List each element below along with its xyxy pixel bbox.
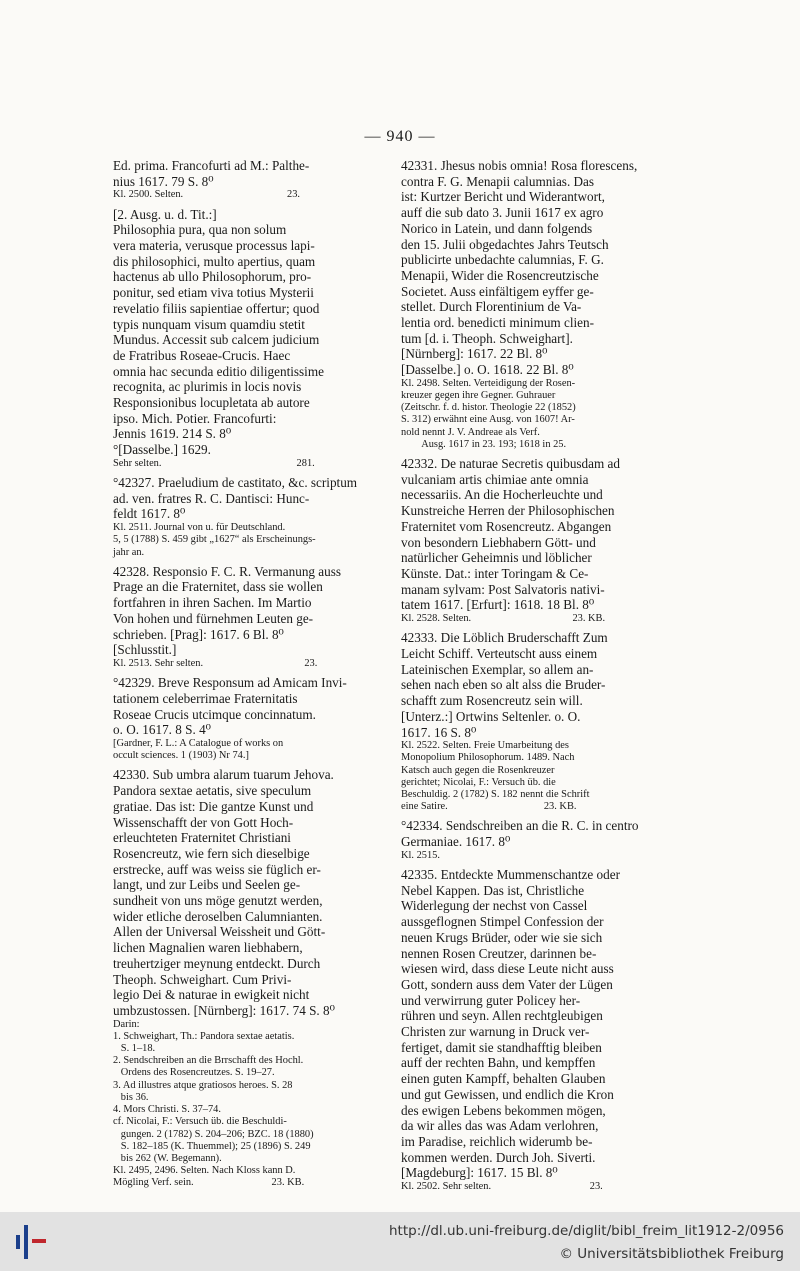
entry-note-line: 2. Sendschreiben an die Brrschafft des Hochl. xyxy=(113,1055,304,1067)
entry-text-line: °[Dasselbe.] 1629. xyxy=(113,442,211,458)
entry-text-line: Norico in Latein, und dann folgends xyxy=(401,220,593,236)
entry-text-line: de Fratribus Roseae-Crucis. Haec xyxy=(113,347,291,363)
entry-note-line: Ausg. 1617 in 23. 193; 1618 in 25. xyxy=(401,438,567,450)
entry-text-line: Prage an die Fraternitet, dass sie wollen xyxy=(113,579,323,595)
entry-text-line: 42335. Entdeckte Mummenschantze oder xyxy=(401,867,620,883)
entry-text-line: neuen Krugs Brüder, oder wie sie sich xyxy=(401,929,603,945)
catalog-entry xyxy=(113,158,391,202)
entry-text-line: wiesen wird, dass diese Leute nicht auss xyxy=(401,961,614,977)
entry-text-line: erstrecke, auff was weiss sie füglich er- xyxy=(113,861,321,877)
entry-text-line: typis nunquam visum quamdiu stetit xyxy=(113,316,305,332)
entry-note-line: Kl. 2511. Journal von u. für Deutschland. xyxy=(113,522,286,534)
entry-note-line: S. 312) erwähnt eine Ausg. von 1607! Ar- xyxy=(401,414,575,426)
entry-text-line: 42330. Sub umbra alarum tuarum Jehova. xyxy=(113,767,334,783)
entry-note-line: bis 262 (W. Begemann). xyxy=(113,1152,222,1164)
entry-text-line: necessariis. An die Hocherleuchte und xyxy=(401,487,603,503)
entry-text-line: da wir alles das was Adam verlohren, xyxy=(401,1118,599,1134)
entry-note-line: Kl. 2498. Selten. Verteidigung der Rosen- xyxy=(401,377,576,389)
entry-text-line: hactenus ab ullo Philosophorum, pro- xyxy=(113,269,312,285)
entry-text-line: Pandora sextae aetatis, sive speculum xyxy=(113,783,312,799)
entry-note-line: bis 36. xyxy=(113,1091,149,1103)
entry-text-line: legio Dei & naturae in ewigkeit nicht xyxy=(113,987,310,1003)
entry-text-line: Ed. prima. Francofurti ad M.: Palthe- xyxy=(113,158,310,173)
catalog-entry xyxy=(401,818,683,862)
entry-text-line: erleuchteten Fraternitet Christiani xyxy=(113,830,291,846)
entry-note-line: occult sciences. 1 (1903) Nr 74.] xyxy=(113,750,249,762)
catalog-entry xyxy=(113,675,391,762)
entry-text-line: recognita, ac plurimis in locis novis xyxy=(113,379,302,395)
entry-note-line: S. 1–18. xyxy=(113,1043,156,1055)
entry-text-line: natürlicher Geheimnis und löblicher xyxy=(401,550,592,566)
entry-text-line: ad. ven. fratres R. C. Dantisci: Hunc- xyxy=(113,490,310,506)
catalog-entry xyxy=(401,456,683,625)
entry-note-line: [Gardner, F. L.: A Catalogue of works on xyxy=(113,738,284,750)
entry-note-line: kreuzer gegen ihre Gegner. Guhrauer xyxy=(401,390,556,402)
entry-note-line: 3. Ad illustres atque gratiosos heroes. S. 28 xyxy=(113,1079,293,1091)
entry-note-line: Kl. 2495, 2496. Selten. Nach Kloss kann D. xyxy=(113,1165,296,1177)
entry-text-line: Lateinischen Exemplar, so allem an- xyxy=(401,661,594,677)
entry-text-line: Künste. Dat.: inter Toringam & Ce- xyxy=(401,565,589,581)
entry-note-line: Kl. 2515. xyxy=(401,849,440,861)
entry-text-line: fortfahren in ihren Sachen. Im Martio xyxy=(113,595,312,611)
entry-text-line: Rosencreutz, wie fern sich dieselbige xyxy=(113,845,310,861)
entry-text-line: gratiae. Das ist: Die gantze Kunst und xyxy=(113,798,314,814)
entry-note-line: (Zeitschr. f. d. histor. Theologie 22 (1852) xyxy=(401,402,576,414)
entry-text-line: umbzustossen. [Nürnberg]: 1617. 74 S. 8⁰ xyxy=(113,1002,335,1018)
entry-note-line: gungen. 2 (1782) S. 204–206; BZC. 18 (1880) xyxy=(113,1128,314,1140)
entry-text-line: stellet. Durch Florentinium de Va- xyxy=(401,299,582,315)
entry-text-line: sundheit von uns möge genutzt werden, xyxy=(113,893,323,909)
entry-note-line: Mögling Verf. sein. 23. KB. xyxy=(113,1177,305,1189)
entry-text-line: ponitur, sed etiam viva totius Mysterii xyxy=(113,285,314,301)
library-logo-icon xyxy=(14,1221,50,1263)
entry-text-line: lichen Magnalien waren liebhabern, xyxy=(113,940,303,956)
entry-text-line: einen guten Kampff, behalten Glauben xyxy=(401,1071,606,1087)
entry-text-line: auff der rechten Bahn, und kempffen xyxy=(401,1055,596,1071)
entry-text-line: Christen zur warnung in Druck ver- xyxy=(401,1024,590,1040)
entry-text-line: revelatio filiis sapientiae offertur; quod xyxy=(113,300,320,316)
entry-text-line: und verwirrung guter Policey her- xyxy=(401,992,581,1008)
entry-text-line: Menapii, Wider die Rosencreutzische xyxy=(401,267,599,283)
entry-text-line: rühren und seyn. Allen rechtgleubigen xyxy=(401,1008,603,1024)
entry-text-line: [Unterz.:] Ortwins Seltenler. o. O. xyxy=(401,708,581,724)
entry-note-line: cf. Nicolai, F.: Versuch üb. die Beschuldi- xyxy=(113,1116,287,1128)
entry-note-line: Beschuldig. 2 (1782) S. 182 nennt die Schrift xyxy=(401,789,590,801)
entry-text-line: treuhertziger meynung entdeckt. Durch xyxy=(113,955,321,971)
entry-text-line: feldt 1617. 8⁰ xyxy=(113,506,186,522)
entry-text-line: vera materia, verusque processus lapi- xyxy=(113,238,315,254)
entry-text-line: Philosophia pura, qua non solum xyxy=(113,222,287,238)
entry-text-line: im Paradise, reichlich widerumb be- xyxy=(401,1134,593,1149)
entry-text-line: publicirte unbedachte calumnias, F. G. xyxy=(401,252,604,268)
entry-text-line: 42328. Responsio F. C. R. Vermanung auss xyxy=(113,563,342,579)
entry-note-line: eine Satire. 23. KB. xyxy=(401,801,577,813)
entry-note-line: Monopolium Philosophorum. 1489. Nach xyxy=(401,752,575,764)
entry-text-line: 42332. De naturae Secretis quibusdam ad xyxy=(401,456,620,472)
entry-text-line: ipso. Mich. Potier. Francofurti: xyxy=(113,410,277,426)
entry-text-line: 42331. Jhesus nobis omnia! Rosa florescens, xyxy=(401,158,638,173)
entry-note-line: jahr an. xyxy=(113,546,145,558)
entry-text-line: °42327. Praeludium de castitato, &c. scriptum xyxy=(113,475,358,491)
entry-text-line: [2. Ausg. u. d. Tit.:] xyxy=(113,206,217,222)
entry-text-line: schafft zum Rosencreutz sein will. xyxy=(401,693,583,709)
entry-text-line: auff die sub dato 3. Junii 1617 ex agro xyxy=(401,205,604,221)
entry-note-line: Ordens des Rosencreutzes. S. 19–27. xyxy=(113,1067,275,1079)
entry-text-line: Allen der Universal Weissheit und Gött- xyxy=(113,924,326,940)
entry-text-line: Roseae Crucis utcimque concinnatum. xyxy=(113,706,316,722)
entry-text-line: nius 1617. 79 S. 8⁰ xyxy=(113,173,214,189)
entry-text-line: 1617. 16 S. 8⁰ xyxy=(401,724,477,740)
entry-text-line: °42334. Sendschreiben an die R. C. in centro xyxy=(401,818,639,834)
source-url-link[interactable]: http://dl.ub.uni-freiburg.de/diglit/bibl_freim_lit1912-2/0956 xyxy=(388,1223,784,1239)
catalog-entry xyxy=(401,867,683,1193)
catalog-entry xyxy=(113,767,391,1189)
entry-note-line: Sehr selten. 281. xyxy=(113,457,315,469)
left-column xyxy=(113,158,391,1195)
entry-text-line: Societet. Auss einfältigem eyffer ge- xyxy=(401,283,594,299)
entry-text-line: [Magdeburg]: 1617. 15 Bl. 8⁰ xyxy=(401,1165,558,1181)
entry-note-line: Kl. 2522. Selten. Freie Umarbeitung des xyxy=(401,740,569,752)
entry-note-line: Kl. 2502. Sehr selten. 23. xyxy=(401,1181,603,1193)
entry-text-line: sehen nach eben so alt alss die Bruder- xyxy=(401,677,606,693)
entry-text-line: tationem celeberrimae Fraternitatis xyxy=(113,690,298,706)
entry-note-line: S. 182–185 (K. Thuemmel); 25 (1896) S. 249 xyxy=(113,1140,311,1152)
entry-text-line: Germaniae. 1617. 8⁰ xyxy=(401,834,511,850)
entry-text-line: [Dasselbe.] o. O. 1618. 22 Bl. 8⁰ xyxy=(401,362,574,378)
entry-text-line: wider etliche deroselben Calumnianten. xyxy=(113,908,323,924)
entry-text-line: Von hohen und fürnehmen Leuten ge- xyxy=(113,610,314,626)
entry-note-line: 1. Schweighart, Th.: Pandora sextae aetatis. xyxy=(113,1030,295,1042)
entry-text-line: Kunstreiche Herren der Philosophischen xyxy=(401,503,615,519)
entry-text-line: des ewigen Lebens bekommen mögen, xyxy=(401,1102,606,1118)
entry-text-line: °42329. Breve Responsum ad Amicam Invi- xyxy=(113,675,347,691)
entry-text-line: Gott, sondern auss dem Vater der Lügen xyxy=(401,976,613,992)
viewer-footer xyxy=(0,1212,800,1271)
entry-text-line: ist: Kurtzer Bericht und Widerantwort, xyxy=(401,189,605,205)
entry-text-line: nennen Rosen Creutzer, darinnen be- xyxy=(401,945,597,961)
entry-text-line: den 15. Julii obgedachtes Jahrs Teutsch xyxy=(401,236,609,252)
entry-text-line: [Schlusstit.] xyxy=(113,642,177,658)
entry-text-line: Mundus. Accessit sub calcem judicium xyxy=(113,332,320,348)
entry-text-line: [Nürnberg]: 1617. 22 Bl. 8⁰ xyxy=(401,346,548,362)
entry-text-line: Widerlegung der nechst von Cassel xyxy=(401,898,588,914)
entry-text-line: vulcaniam artis chimiae ante omnia xyxy=(401,471,589,487)
entry-note-line: Kl. 2513. Sehr selten. 23. xyxy=(113,658,318,669)
entry-text-line: kommen werden. Durch Joh. Siverti. xyxy=(401,1149,596,1165)
catalog-entry xyxy=(113,564,391,670)
entry-text-line: fertiget, damit sie standhafftig bleiben xyxy=(401,1039,602,1055)
entry-text-line: schrieben. [Prag]: 1617. 6 Bl. 8⁰ xyxy=(113,626,284,642)
entry-text-line: Responsionibus locupletata ab autore xyxy=(113,395,310,411)
catalog-entry xyxy=(401,630,683,813)
entry-text-line: tum [d. i. Theoph. Schweighart]. xyxy=(401,330,573,346)
entry-note-line: Kl. 2500. Selten. 23. xyxy=(113,189,301,201)
entry-text-line: tatem 1617. [Erfurt]: 1618. 18 Bl. 8⁰ xyxy=(401,597,595,613)
entry-note-line: Kl. 2528. Selten. 23. KB. xyxy=(401,613,606,625)
catalog-entry xyxy=(113,207,391,470)
entry-text-line: o. O. 1617. 8 S. 4⁰ xyxy=(113,722,211,738)
entry-text-line: contra F. G. Menapii calumnias. Das xyxy=(401,173,595,189)
catalog-entry xyxy=(113,475,391,559)
copyright-text: © Universitätsbibliothek Freiburg xyxy=(559,1246,784,1262)
entry-text-line: omnia hac secunda editio diligentissime xyxy=(113,363,324,379)
entry-text-line: und gut Gewissen, und endlich die Kron xyxy=(401,1086,614,1102)
page-number: — 940 — xyxy=(364,128,436,145)
entry-text-line: Theoph. Schweighart. Cum Privi- xyxy=(113,971,292,987)
entry-text-line: Leicht Schiff. Verteutscht auss einem xyxy=(401,646,598,661)
entry-text-line: aussgeflognen Stimpel Confession der xyxy=(401,914,604,930)
entry-text-line: Wissenschafft der von Gott Hoch- xyxy=(113,814,294,830)
catalog-entry xyxy=(401,158,683,451)
entry-text-line: dis philosophici, multo apertius, quam xyxy=(113,253,316,269)
entry-note-line: Katsch auch gegen die Rosenkreuzer xyxy=(401,764,555,776)
entry-text-line: manam sylvam: Post Salvatoris nativi- xyxy=(401,581,605,597)
entry-text-line: Jennis 1619. 214 S. 8⁰ xyxy=(113,426,232,442)
entry-note-line: 4. Mors Christi. S. 37–74. xyxy=(113,1104,221,1116)
entry-note-line: Darin: xyxy=(113,1018,140,1030)
entry-note-line: nold nennt J. V. Andreae als Verf. xyxy=(401,426,540,438)
right-column xyxy=(401,158,683,1198)
entry-text-line: lentia ord. benedicti minimum clien- xyxy=(401,315,594,331)
entry-text-line: Fraternitet vom Rosencreutz. Abgangen xyxy=(401,518,612,534)
entry-text-line: Nebel Kappen. Das ist, Christliche xyxy=(401,882,585,898)
entry-text-line: langt, und zur Leibs und Seelen ge- xyxy=(113,877,301,893)
entry-text-line: von besondern Liebhabern Gött- und xyxy=(401,534,596,550)
entry-note-line: gerichtet; Nicolai, F.: Versuch üb. die xyxy=(401,776,556,788)
entry-note-line: 5, 5 (1788) S. 459 gibt „1627“ als Erscheinungs- xyxy=(113,534,316,546)
entry-text-line: 42333. Die Löblich Bruderschafft Zum xyxy=(401,630,608,646)
